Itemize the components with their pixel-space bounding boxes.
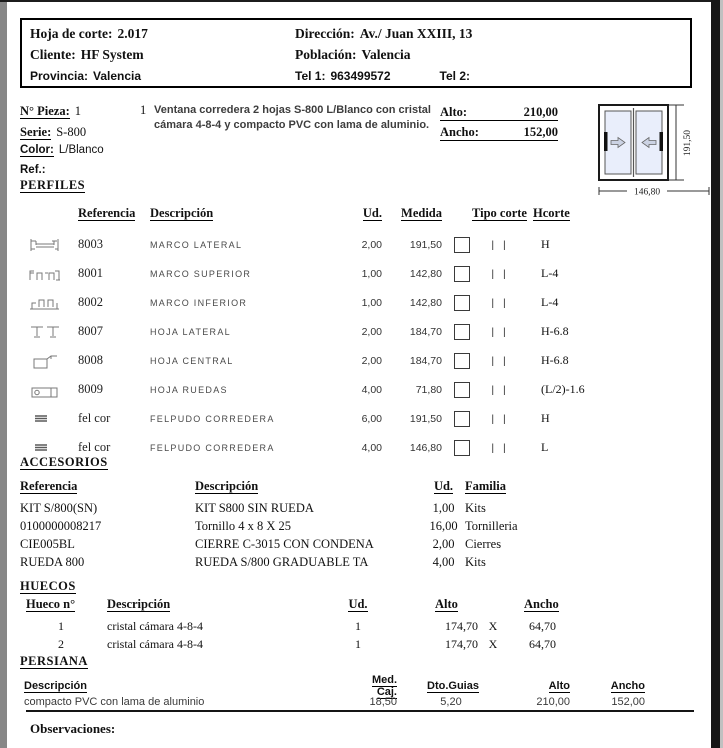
felpudo-profile-icon [32, 441, 52, 455]
cliente-label: Cliente: [30, 46, 76, 62]
direccion-value: Av./ Juan XXIII, 13 [359, 25, 473, 41]
serie-value: S-800 [56, 125, 87, 139]
marco-inferior-profile-icon [28, 294, 62, 312]
col-referencia: Referencia [78, 206, 136, 220]
bottom-divider [26, 710, 694, 712]
piece-qty: 1 [140, 103, 147, 117]
right-handle [660, 132, 664, 151]
serie-label: Serie: [20, 125, 52, 139]
huecos-header-row [20, 597, 708, 617]
tipo-corte-checkbox[interactable] [454, 440, 470, 456]
marco-lateral-profile-icon [28, 236, 62, 254]
left-handle [604, 132, 608, 151]
color [20, 144, 104, 156]
accesorios-header-row [20, 479, 708, 499]
col-alto: Alto [435, 597, 458, 611]
col-ancho: Ancho [610, 680, 645, 692]
perfiles-table [20, 206, 708, 462]
piece-description-block [140, 103, 450, 133]
hueco-row: 1 cristal cámara 4-8-4 1 174,70 X 64,70 [58, 618, 556, 633]
ancho-label: Ancho: [440, 125, 479, 139]
col-med-caj: Med. Caj. [371, 674, 397, 698]
accesorio-row: RUEDA 800 RUEDA S/800 GRADUABLE TA 4,00 Kits [20, 554, 486, 569]
ancho-row [440, 124, 558, 141]
hueco-row: 2 cristal cámara 4-8-4 1 174,70 X 64,70 [58, 637, 556, 652]
perfil-row: 8007 HOJA LATERAL 2,00 184,70 | | H-6.8 [20, 317, 708, 346]
col-familia: Familia [465, 479, 506, 493]
perfiles-header-row [20, 206, 708, 230]
cliente-value: HF System [80, 46, 144, 62]
tipo-corte-checkbox[interactable] [454, 353, 470, 369]
hoja-lateral-profile-icon [28, 323, 62, 341]
tel1-label: Tel 1: [295, 68, 326, 83]
window-left-border [0, 2, 7, 748]
col-referencia: Referencia [20, 479, 78, 493]
tipo-corte-checkbox[interactable] [454, 295, 470, 311]
provincia [30, 69, 295, 83]
alto-row [440, 104, 558, 121]
accesorio-row: KIT S/800(SN) KIT S800 SIN RUEDA 1,00 Kits [20, 500, 486, 515]
marco-superior-profile-icon [28, 265, 62, 283]
col-ud: Ud. [362, 206, 382, 220]
num-pieza [20, 102, 81, 120]
col-tipo-corte: Tipo corte [472, 206, 527, 220]
height-dimension-line [669, 105, 684, 180]
col-medida: Medida [401, 206, 442, 220]
col-ud: Ud. [348, 597, 368, 611]
piece-description: Ventana corredera 2 hojas S-800 L/Blanco con cristal cámara 4-8-4 y compacto PVC con lama de aluminio. [154, 104, 431, 131]
col-hcorte: Hcorte [533, 206, 570, 220]
ancho-value: 152,00 [523, 125, 558, 139]
tipo-corte-checkbox[interactable] [454, 324, 470, 340]
huecos-section-title: HUECOS [20, 579, 76, 593]
hoja-central-profile-icon [28, 352, 62, 370]
tipo-corte-checkbox[interactable] [454, 237, 470, 253]
provincia-label: Provincia: [30, 68, 89, 83]
header-box [20, 18, 692, 88]
perfil-row: fel cor FELPUDO CORREDERA 4,00 146,80 | | L [20, 433, 708, 462]
col-alto: Alto [548, 680, 570, 692]
perfiles-section-title: PERFILES [20, 178, 86, 192]
ref-label: Ref.: [20, 164, 46, 176]
telefonos [295, 69, 690, 83]
col-hueco-n: Hueco n° [26, 597, 76, 611]
poblacion [295, 47, 690, 63]
tipo-corte-checkbox[interactable] [454, 411, 470, 427]
poblacion-label: Población: [295, 46, 357, 62]
observaciones-label: Observaciones: [30, 721, 116, 736]
tipo-corte-checkbox[interactable] [454, 382, 470, 398]
col-descripcion: Descripción [195, 479, 259, 493]
tipo-corte-checkbox[interactable] [454, 266, 470, 282]
accesorios-section-title: ACCESORIOS [20, 455, 108, 469]
height-dimension-text: 191,50 [683, 129, 693, 157]
perfil-row: 8009 HOJA RUEDAS 4,00 71,80 | | (L/2)-1.6 [20, 375, 708, 404]
tel2-label: Tel 2: [439, 68, 470, 83]
tel1-value: 963499572 [330, 68, 391, 83]
poblacion-value: Valencia [361, 46, 411, 62]
felpudo-profile-icon [32, 412, 52, 426]
hoja-ruedas-profile-icon [28, 381, 62, 399]
color-label: Color: [20, 144, 54, 156]
alto-value: 210,00 [523, 105, 558, 119]
accesorio-row: CIE005BL CIERRE C-3015 CON CONDENA 2,00 Cierres [20, 536, 502, 551]
col-descripcion: Descripción [107, 597, 171, 611]
serie [20, 123, 86, 141]
direccion [295, 26, 690, 42]
persiana-header-row [20, 674, 708, 698]
huecos-section [20, 579, 708, 654]
col-ud: Ud. [433, 479, 454, 493]
col-descripcion: Descripción [24, 680, 87, 692]
perfil-row: fel cor FELPUDO CORREDERA 6,00 191,50 | | H [20, 404, 708, 433]
col-descripcion: Descripción [150, 206, 214, 220]
hoja-de-corte-value: 2.017 [117, 25, 148, 41]
perfil-row: 8008 HOJA CENTRAL 2,00 184,70 | | H-6.8 [20, 346, 708, 375]
hoja-de-corte [30, 26, 295, 42]
width-dimension-text: 146,80 [633, 187, 661, 198]
cliente [30, 47, 295, 63]
provincia-value: Valencia [93, 68, 142, 83]
persiana-section-title: PERSIANA [20, 654, 88, 668]
col-dto-guias: Dto.Guias [427, 680, 479, 692]
hoja-de-corte-label: Hoja de corte: [30, 25, 113, 41]
perfil-row: 8003 MARCO LATERAL 2,00 191,50 | | H [20, 230, 708, 259]
num-pieza-value: 1 [74, 104, 82, 118]
persiana-row: compacto PVC con lama de aluminio 18,50 5,20 210,00 152,00 [24, 695, 645, 708]
col-ancho: Ancho [524, 597, 559, 611]
accesorios-section [20, 455, 708, 571]
direccion-label: Dirección: [295, 25, 355, 41]
num-pieza-label: N° Pieza: [20, 104, 70, 118]
window-top-border [0, 0, 723, 2]
color-value: L/Blanco [58, 144, 104, 156]
overall-dimensions [440, 104, 558, 144]
accesorio-row: 0100000008217 Tornillo 4 x 8 X 25 16,00 Tornilleria [20, 518, 518, 533]
alto-label: Alto: [440, 105, 468, 119]
perfil-row: 8002 MARCO INFERIOR 1,00 142,80 | | L-4 [20, 288, 708, 317]
perfil-row: 8001 MARCO SUPERIOR 1,00 142,80 | | L-4 [20, 259, 708, 288]
persiana-section [20, 654, 708, 710]
window-diagram [597, 99, 717, 208]
